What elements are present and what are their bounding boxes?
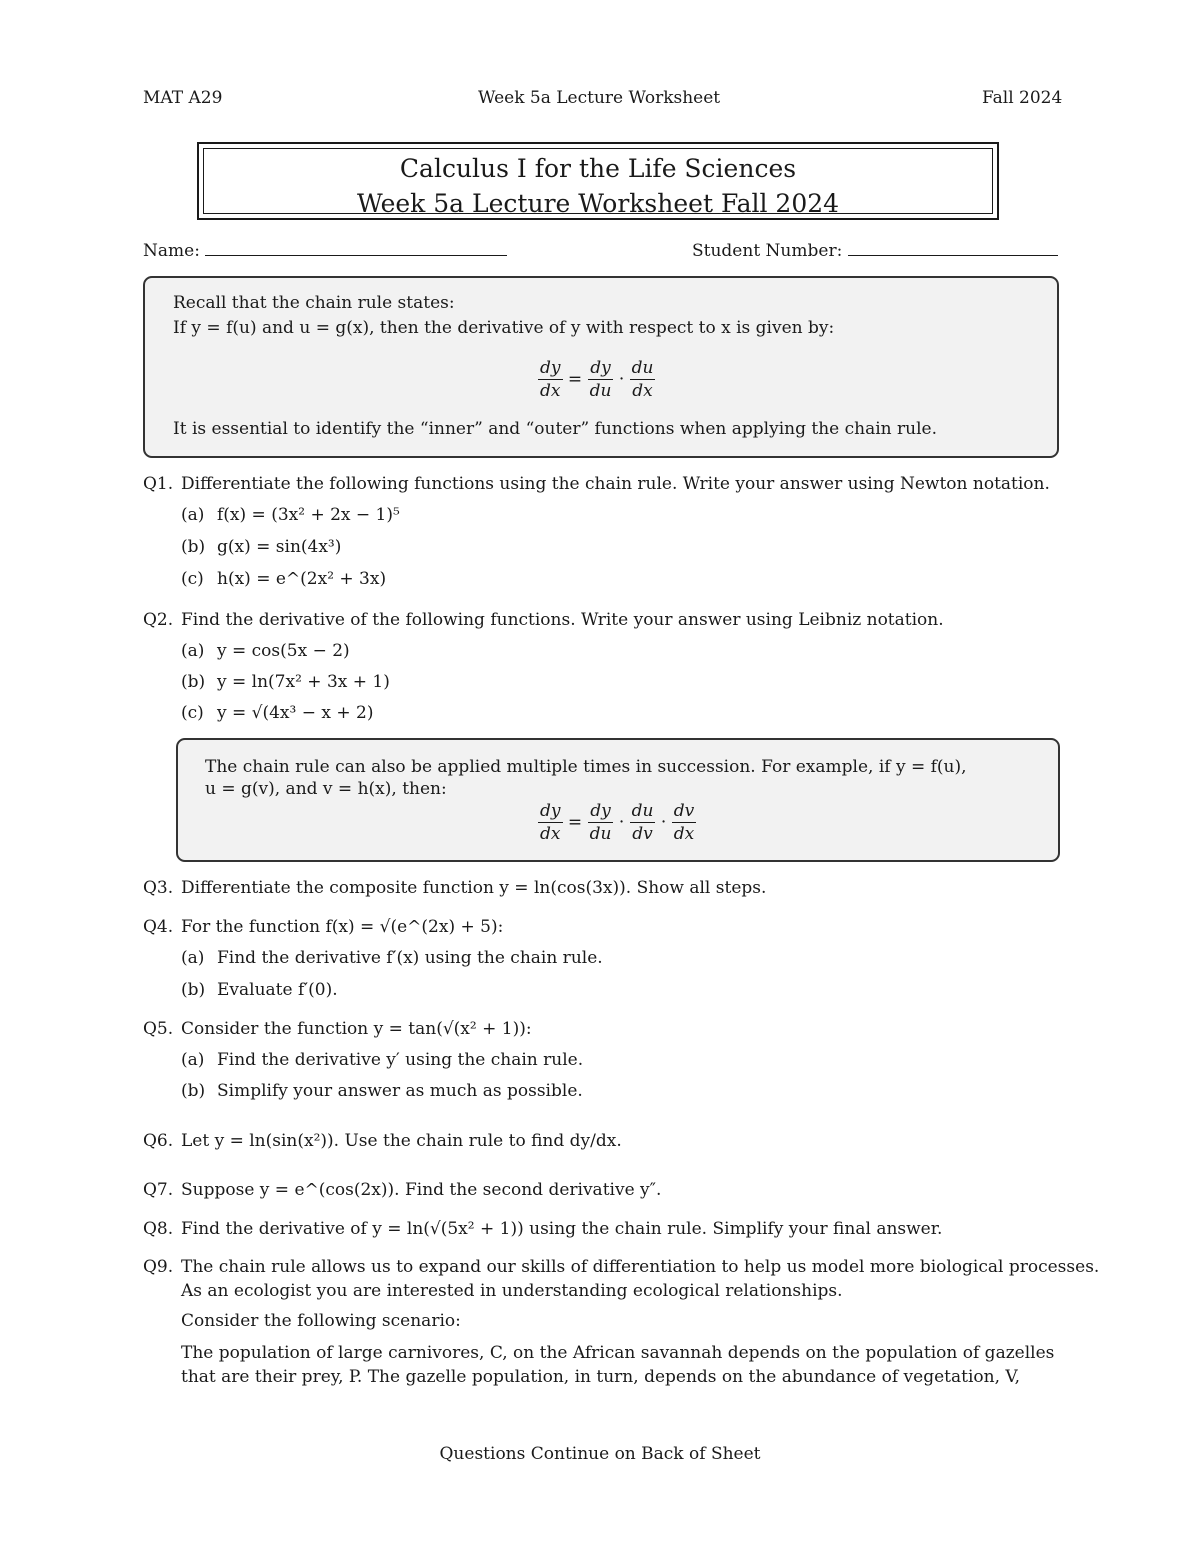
page-footer: Questions Continue on Back of Sheet bbox=[439, 1444, 761, 1464]
header-title: Week 5a Lecture Worksheet bbox=[478, 88, 721, 108]
q2c-label: (c) bbox=[181, 703, 204, 723]
multiple-chain-formula: $\frac{dy}{dx}$ = $\frac{dy}{du}$ · $\frac{du}{dv}$ · $\frac{dv}{dx}$ bbox=[540, 801, 695, 844]
q9-line-2: As an ecologist you are interested in understanding ecological relationships. bbox=[181, 1281, 843, 1301]
box2-line-2: u = g(v), and v = h(x), then: bbox=[205, 779, 447, 799]
header-course: MAT A29 bbox=[143, 88, 223, 108]
student-number-field bbox=[692, 241, 1058, 261]
q1a-label: (a) bbox=[181, 505, 205, 525]
q2b-expr: y = ln(7x² + 3x + 1) bbox=[217, 672, 390, 692]
q4b-text: Evaluate f′(0). bbox=[217, 980, 338, 1000]
q1c-label: (c) bbox=[181, 569, 204, 589]
student-number-label: Student Number: bbox=[692, 241, 843, 261]
box1-line-2: If y = f(u) and u = g(x), then the derivative of y with respect to x is given by: bbox=[173, 318, 835, 338]
q2-text: Find the derivative of the following functions. Write your answer using Leibniz notation. bbox=[181, 610, 944, 630]
q5b-text: Simplify your answer as much as possible. bbox=[217, 1081, 583, 1101]
q4a-label: (a) bbox=[181, 948, 205, 968]
q2a-label: (a) bbox=[181, 641, 205, 661]
q6-label: Q6. bbox=[143, 1131, 174, 1151]
student-number-blank[interactable] bbox=[848, 241, 1058, 256]
header-term: Fall 2024 bbox=[982, 88, 1063, 108]
q2c-expr: y = √(4x³ − x + 2) bbox=[217, 703, 374, 723]
box2-line-1: The chain rule can also be applied multiple times in succession. For example, if y = f(u), bbox=[205, 757, 967, 777]
q5a-text: Find the derivative y′ using the chain rule. bbox=[217, 1050, 584, 1070]
q5-label: Q5. bbox=[143, 1019, 174, 1039]
box1-line-1: Recall that the chain rule states: bbox=[173, 293, 455, 313]
q9-line-5: that are their prey, P. The gazelle population, in turn, depends on the abundance of vegetation, V, bbox=[181, 1367, 1021, 1387]
q6-text: Let y = ln(sin(x²)). Use the chain rule to find dy/dx. bbox=[181, 1131, 622, 1151]
q5b-label: (b) bbox=[181, 1081, 206, 1101]
q4-label: Q4. bbox=[143, 917, 174, 937]
q7-label: Q7. bbox=[143, 1180, 174, 1200]
name-label: Name: bbox=[143, 241, 200, 261]
box1-line-3: It is essential to identify the “inner” and “outer” functions when applying the chain rule. bbox=[173, 419, 937, 439]
q4b-label: (b) bbox=[181, 980, 206, 1000]
q9-label: Q9. bbox=[143, 1257, 174, 1277]
q8-text: Find the derivative of y = ln(√(5x² + 1)) using the chain rule. Simplify your final answer. bbox=[181, 1219, 943, 1239]
q1b-label: (b) bbox=[181, 537, 206, 557]
q9-line-1: The chain rule allows us to expand our skills of differentiation to help us model more biological processes. bbox=[181, 1257, 1100, 1277]
q1b-expr: g(x) = sin(4x³) bbox=[217, 537, 342, 557]
q2-label: Q2. bbox=[143, 610, 174, 630]
q5a-label: (a) bbox=[181, 1050, 205, 1070]
q3-text: Differentiate the composite function y = ln(cos(3x)). Show all steps. bbox=[181, 878, 767, 898]
name-blank[interactable] bbox=[205, 241, 507, 256]
chain-rule-formula: $\frac{dy}{dx}$ = $\frac{dy}{du}$ · $\frac{du}{dx}$ bbox=[540, 358, 654, 401]
q5-text: Consider the function y = tan(√(x² + 1)): bbox=[181, 1019, 532, 1039]
q7-text: Suppose y = e^(cos(2x)). Find the second derivative y″. bbox=[181, 1180, 662, 1200]
q3-label: Q3. bbox=[143, 878, 174, 898]
q1-label: Q1. bbox=[143, 474, 174, 494]
q9-line-3: Consider the following scenario: bbox=[181, 1311, 461, 1331]
title-line-2: Week 5a Lecture Worksheet Fall 2024 bbox=[356, 189, 840, 218]
q2b-label: (b) bbox=[181, 672, 206, 692]
q1a-expr: f(x) = (3x² + 2x − 1)⁵ bbox=[217, 505, 400, 525]
q1c-expr: h(x) = e^(2x² + 3x) bbox=[217, 569, 387, 589]
title-line-1: Calculus I for the Life Sciences bbox=[399, 154, 797, 183]
q2a-expr: y = cos(5x − 2) bbox=[217, 641, 350, 661]
q4-text: For the function f(x) = √(e^(2x) + 5): bbox=[181, 917, 504, 937]
q8-label: Q8. bbox=[143, 1219, 174, 1239]
q9-line-4: The population of large carnivores, C, on the African savannah depends on the population of gazelles bbox=[181, 1343, 1055, 1363]
q1-text: Differentiate the following functions using the chain rule. Write your answer using Newton notation. bbox=[181, 474, 1050, 494]
name-field bbox=[143, 241, 507, 261]
q4a-text: Find the derivative f′(x) using the chain rule. bbox=[217, 948, 603, 968]
title-box bbox=[197, 142, 999, 220]
